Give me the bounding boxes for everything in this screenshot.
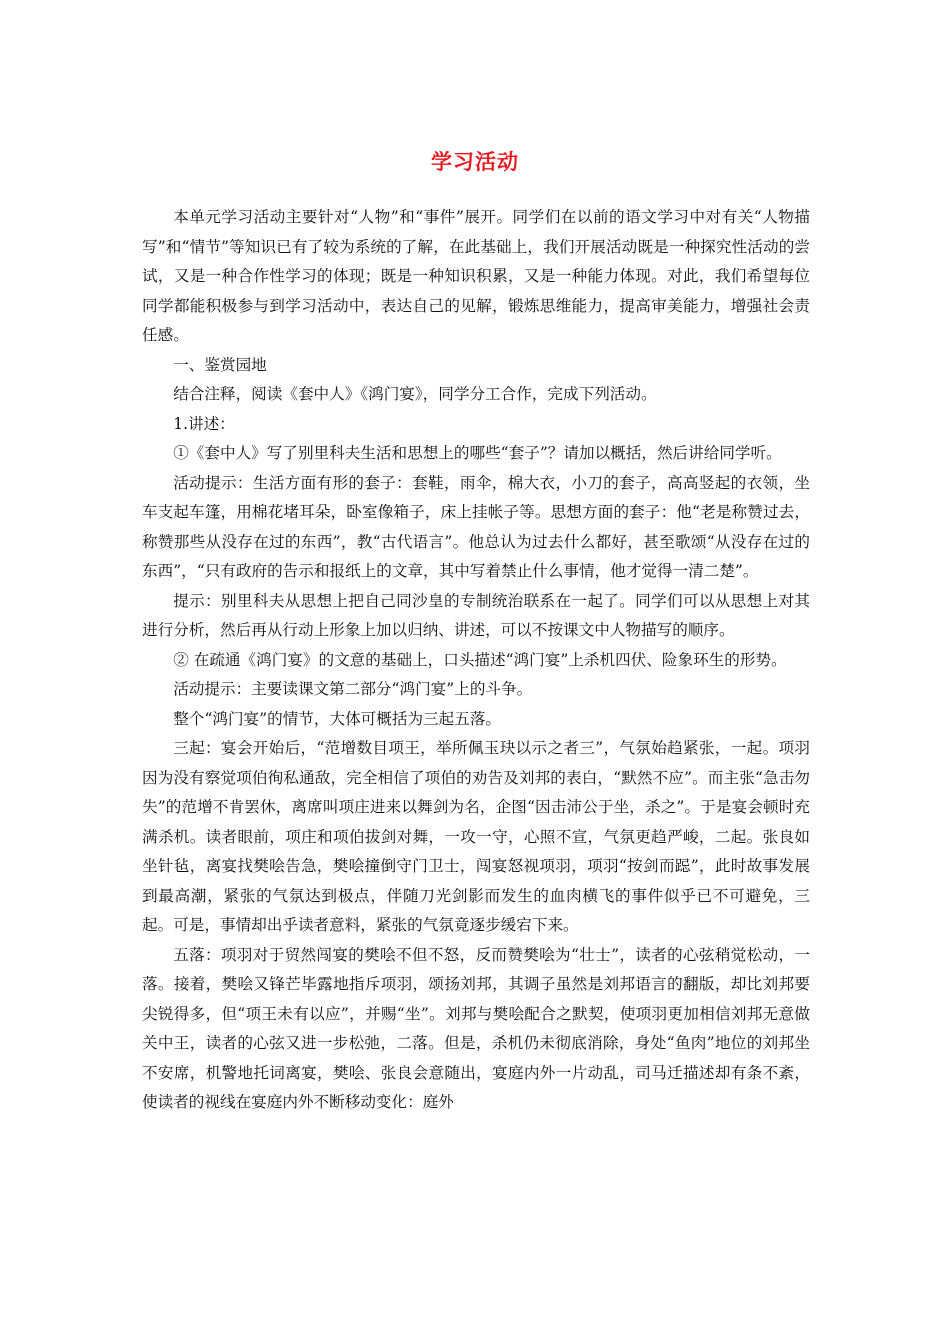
paragraph-five-falls: 五落：项羽对于贸然闯宴的樊哙不但不怒，反而赞樊哙为“壮士”，读者的心弦稍觉松动，一落。接着，樊哙又锋芒毕露地指斥项羽，颂扬刘邦，其调子虽然是刘邦语言的翻版，却比刘邦要尖锐得多，但“项王未有以应”，并赐“坐”。刘邦与樊哙配合之默契，使项羽更加相信刘邦无意做关中王，读者的心弦又进一步松弛，二落。但是，杀机仍未彻底消除，身处“鱼肉”地位的刘邦坐不安席，机警地托词离宴，樊哙、张良会意随出，宴庭内外一片动乱，司马迁描述却有条不紊，使读者的视线在宴庭内外不断移动变化：庭外	[142, 945, 810, 1111]
plot-summary: 整个“鸿门宴”的情节，大体可概括为三起五落。	[173, 709, 502, 728]
document-body	[142, 203, 810, 1118]
activity-hint-two: 活动提示：主要读课文第二部分“鸿门宴”上的斗争。	[173, 680, 533, 698]
subheading-narrate: 1.讲述：	[173, 414, 235, 433]
activity-hint-one: 活动提示：生活方面有形的套子：套鞋，雨伞，棉大衣，小刀的套子，高高竖起的衣领，坐车支起车篷，用棉花堵耳朵，卧室像箱子，床上挂帐子等。思想方面的套子：他“老是称赞过去，称赞那些从没存在过的东西”，教“古代语言”。他总认为过去什么都好，甚至歌颂“从没存在过的东西”，“只有政府的告示和报纸上的文章，其中写着禁止什么事情，他才觉得一清二楚”。	[142, 473, 810, 580]
page-title: 学习活动	[431, 150, 519, 174]
paragraph-intro: 本单元学习活动主要针对“人物”和“事件”展开。同学们在以前的语文学习中对有关“人物描写”和“情节”等知识已有了较为系统的了解，在此基础上，我们开展活动既是一种探究性活动的尝试，又是一种合作性学习的体现；既是一种知识积累，又是一种能力体现。对此，我们希望每位同学都能积极参与到学习活动中，表达自己的见解，锻炼思维能力，提高审美能力，增强社会责任感。	[142, 208, 810, 344]
section-heading-appreciation: 一、鉴赏园地	[173, 355, 267, 374]
question-two: ② 在疏通《鸿门宴》的文意的基础上，口头描述“鸿门宴”上杀机四伏、险象环生的形势。	[173, 650, 787, 669]
hint-one: 提示：别里科夫从思想上把自己同沙皇的专制统治联系在一起了。同学们可以从思想上对其进行分析，然后再从行动上形象上加以归纳、讲述，可以不按课文中人物描写的顺序。	[142, 591, 810, 639]
paragraph-instruction: 结合注释，阅读《套中人》《鸿门宴》，同学分工合作，完成下列活动。	[173, 385, 657, 403]
question-one: ①《套中人》写了别里科夫生活和思想上的哪些“套子”？请加以概括，然后讲给同学听。	[173, 444, 782, 462]
paragraph-three-rises: 三起：宴会开始后，“范增数目项王，举所佩玉玦以示之者三”，气氛始趋紧张，一起。项羽因为没有察觉项伯徇私通敌，完全相信了项伯的劝告及刘邦的表白，“默然不应”。而主张“急击勿失”的范增不肯罢休，离席叫项庄进来以舞剑为名，企图“因击沛公于坐，杀之”。于是宴会顿时充满杀机。读者眼前，项庄和项伯拔剑对舞，一攻一守，心照不宣，气氛更趋严峻，二起。张良如坐针毡，离宴找樊哙告急，樊哙撞倒守门卫士，闯宴怒视项羽，项羽“按剑而跽”，此时故事发展到最高潮，紧张的气氛达到极点，伴随刀光剑影而发生的血肉横飞的事件似乎已不可避免，三起。可是，事情却出乎读者意料，紧张的气氛竟逐步缓宕下来。	[142, 739, 810, 934]
